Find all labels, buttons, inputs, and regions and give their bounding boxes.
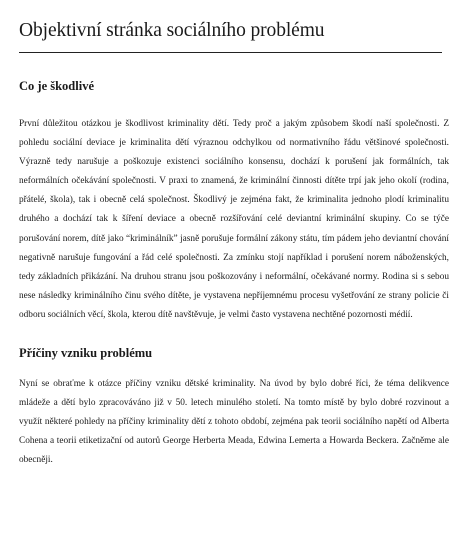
section-heading-harm: Co je škodlivé bbox=[19, 79, 94, 93]
title-divider bbox=[19, 52, 442, 53]
document-title: Objektivní stránka sociálního problému bbox=[19, 20, 325, 41]
section-paragraph-causes: Nyní se obraťme k otázce příčiny vzniku dětské kriminality. Na úvod by bylo dobré říci, že téma delikvence mládeže a dětí bylo zpracováváno již v 50. letech minulého století. Na tomto místě by bylo dobré rozvinout a využít některé pohledy na příčiny kriminality dětí z tohoto období, zejména pak teorii sociálního napětí od Alberta Cohena a teorii etiketizační od autorů George Herberta Meada, Edwina Lemerta a Howarda Beckera. Začněme ale obecněji. bbox=[19, 379, 449, 466]
section-heading-causes: Příčiny vzniku problému bbox=[19, 346, 153, 361]
section-paragraph-harm: První důležitou otázkou je škodlivost kriminality dětí. Tedy proč a jakým způsobem škodí naší společnosti. Z pohledu sociální deviace je kriminalita dětí výraznou odchylkou od normativního řádu většinové společnosti. Výrazně tedy narušuje a poškozuje existenci sociálního konsensu, dochází k porušení jak formálních, tak neformálních očekávání společnosti. V praxi to znamená, že kriminální činnosti dítěte trpí jak jeho okolí (rodina, přátelé, škola), tak i obecně celá společnost. Škodlivý je zejména fakt, že kriminalita jednoho plodí kriminalitu druhého a dochází tak k šíření deviace a obecně rozšířování celé deviantní kriminální skupiny. Co se týče porušování norem, dítě jako “kriminálník” jasně porušuje formální zákony státu, tím pádem jeho deviantní chování negativně narušuje fungování a řád celé společnosti. Za zmínku stojí například i porušení norem náboženských, tedy základních přikázání. Na druhou stranu jsou poškozovány i neformální, očekávané normy. Rodina si s sebou nese následky kriminálního činu svého dítěte, je vystavena nepříjemnému procesu vyšetřování ze strany policie či odboru sociálních věcí, škola, kterou dítě navštěvuje, je velmi často vystavena nechtěné pozornosti médií. bbox=[19, 119, 449, 320]
